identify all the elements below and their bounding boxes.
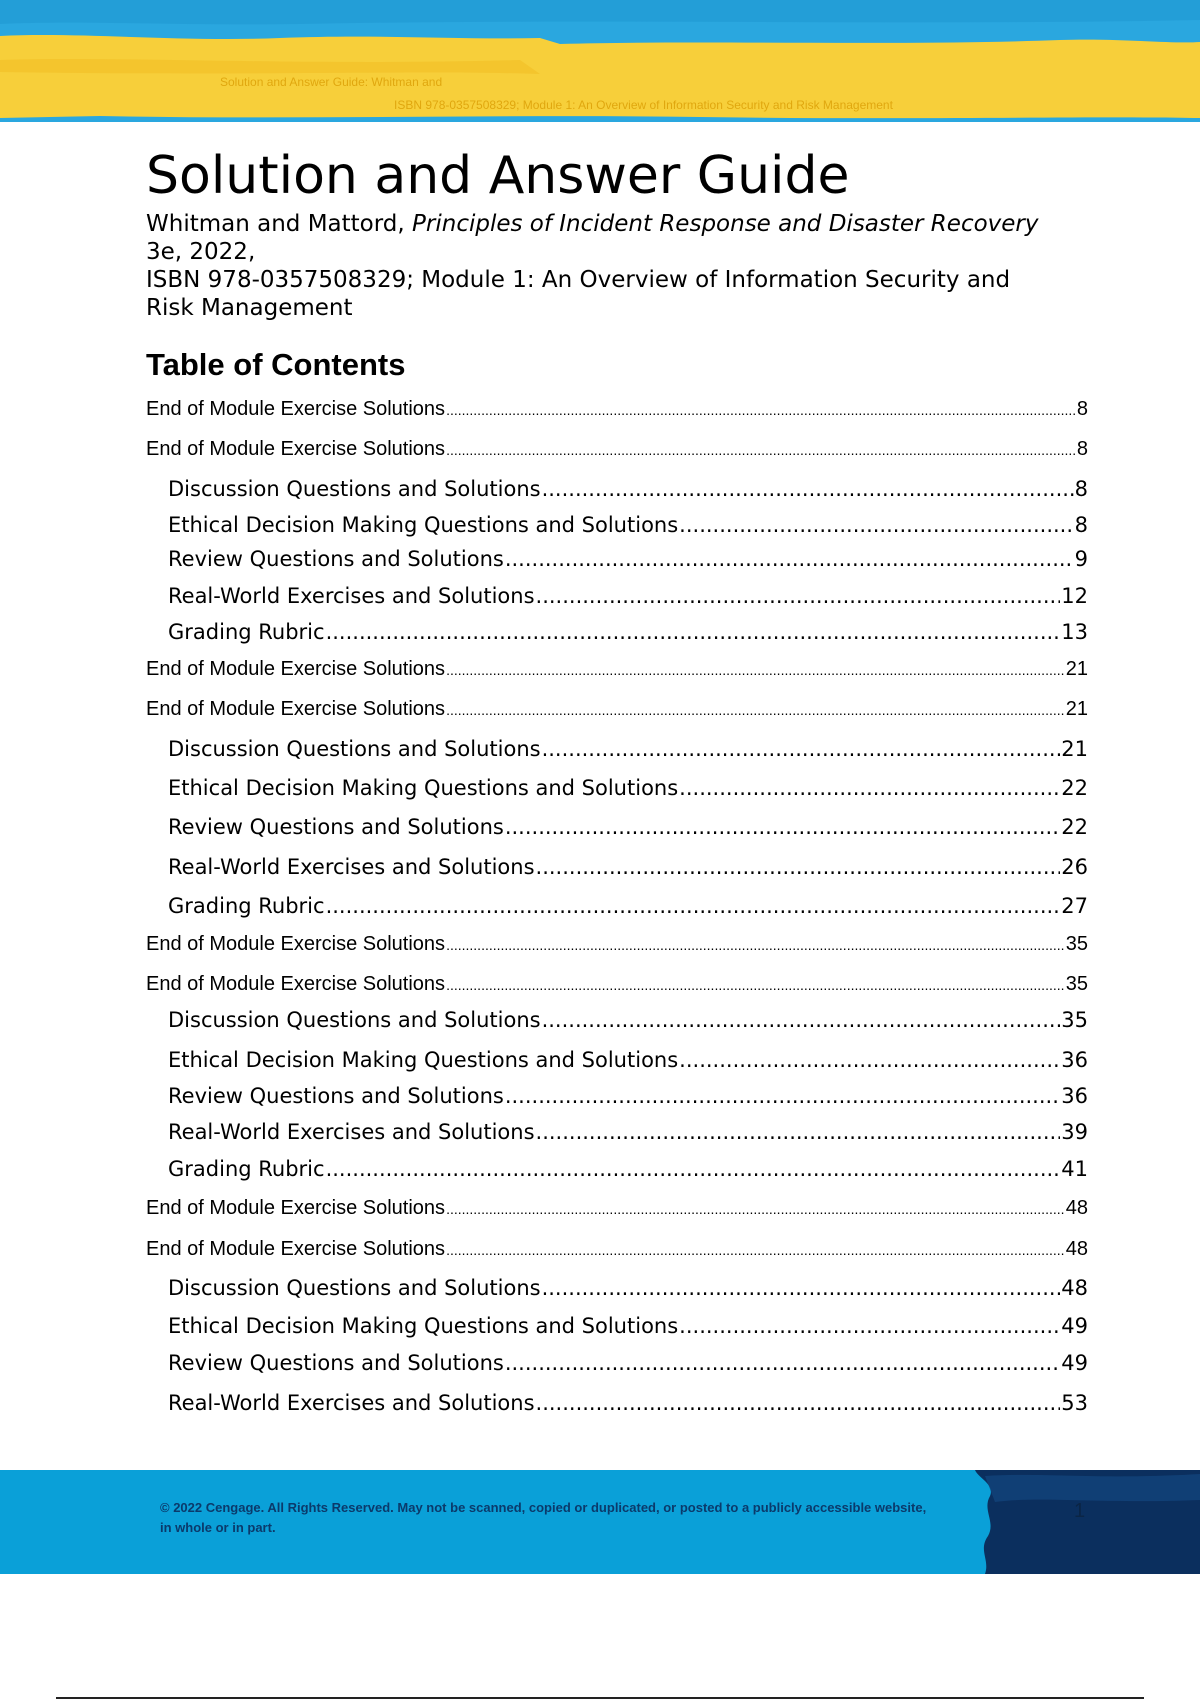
toc-entry-page: 26 xyxy=(1061,855,1088,879)
subtitle-authors-line xyxy=(146,210,1096,238)
toc-leader-dots xyxy=(679,513,1073,537)
toc-entry-label: Discussion Questions and Solutions xyxy=(168,737,541,761)
toc-entry-label: Grading Rubric xyxy=(168,894,325,918)
toc-entry[interactable] xyxy=(168,855,1088,879)
toc-entry-label: Grading Rubric xyxy=(168,620,325,644)
header-running-isbn: ISBN 978-0357508329; Module 1: An Overview of Information Security and Risk Management xyxy=(394,98,893,112)
subtitle-authors: Whitman and Mattord, xyxy=(146,211,413,237)
toc-entry-label: Real-World Exercises and Solutions xyxy=(168,1391,535,1415)
toc-entry-page: 12 xyxy=(1061,584,1088,608)
toc-leader-dots xyxy=(679,1048,1060,1072)
toc-entry-page: 48 xyxy=(1061,1276,1088,1300)
toc-leader-dots xyxy=(536,1391,1061,1415)
toc-leader-dots xyxy=(536,855,1061,879)
toc-entry-label: End of Module Exercise Solutions xyxy=(146,973,446,995)
toc-leader-dots xyxy=(679,1314,1060,1338)
header-banner xyxy=(0,0,1200,122)
toc-leader-dots xyxy=(446,662,1065,678)
toc-entry-label: Review Questions and Solutions xyxy=(168,1084,504,1108)
header-running-title: Solution and Answer Guide: Whitman and xyxy=(220,75,443,89)
toc-entry-label: Review Questions and Solutions xyxy=(168,815,504,839)
toc-entry[interactable] xyxy=(168,547,1088,571)
toc-leader-dots xyxy=(536,1120,1061,1144)
toc-entry[interactable] xyxy=(168,1008,1088,1032)
toc-entry-page: 21 xyxy=(1065,658,1088,680)
toc-entry-label: Grading Rubric xyxy=(168,1157,325,1181)
toc-leader-dots xyxy=(446,937,1065,953)
toc-leader-dots xyxy=(446,702,1065,718)
toc-entry-label: Discussion Questions and Solutions xyxy=(168,477,541,501)
toc-entry[interactable] xyxy=(168,584,1088,608)
toc-leader-dots xyxy=(446,977,1065,993)
toc-entry-page: 13 xyxy=(1061,620,1088,644)
toc-entry[interactable] xyxy=(168,737,1088,761)
toc-leader-dots xyxy=(326,1157,1061,1181)
toc-entry[interactable] xyxy=(146,438,1088,461)
toc-entry-page: 8 xyxy=(1076,438,1088,460)
toc-entry-label: End of Module Exercise Solutions xyxy=(146,698,446,720)
toc-entry-label: Ethical Decision Making Questions and Solutions xyxy=(168,1314,679,1338)
toc-entry-label: Real-World Exercises and Solutions xyxy=(168,1120,535,1144)
toc-entry-label: End of Module Exercise Solutions xyxy=(146,933,446,955)
toc-entry-label: Real-World Exercises and Solutions xyxy=(168,584,535,608)
toc-entry-label: Ethical Decision Making Questions and Solutions xyxy=(168,776,679,800)
toc-entry[interactable] xyxy=(168,1084,1088,1108)
subtitle-isbn-line1: ISBN 978-0357508329; Module 1: An Overview of Information Security and xyxy=(146,267,1011,293)
toc-entry-page: 8 xyxy=(1074,477,1088,501)
toc-entry[interactable] xyxy=(168,1157,1088,1181)
toc-entry[interactable] xyxy=(168,1314,1088,1338)
toc-entry-label: End of Module Exercise Solutions xyxy=(146,1238,446,1260)
toc-leader-dots xyxy=(446,402,1076,418)
toc-entry-page: 27 xyxy=(1061,894,1088,918)
toc-leader-dots xyxy=(505,1084,1060,1108)
subtitle xyxy=(146,210,1096,322)
toc-entry[interactable] xyxy=(146,698,1088,721)
toc-entry[interactable] xyxy=(146,658,1088,681)
toc-entry-label: Review Questions and Solutions xyxy=(168,1351,504,1375)
toc-entry-label: Ethical Decision Making Questions and Solutions xyxy=(168,513,679,537)
toc-leader-dots xyxy=(542,1008,1061,1032)
subtitle-book-title: Principles of Incident Response and Disaster Recovery xyxy=(412,211,1039,237)
toc-entry[interactable] xyxy=(168,776,1088,800)
toc-entry-page: 9 xyxy=(1074,547,1088,571)
toc-leader-dots xyxy=(326,620,1061,644)
toc-entry-page: 21 xyxy=(1065,698,1088,720)
toc-entry[interactable] xyxy=(168,1391,1088,1415)
toc-entry-label: Ethical Decision Making Questions and Solutions xyxy=(168,1048,679,1072)
subtitle-isbn-line2: Risk Management xyxy=(146,295,353,321)
bottom-rule xyxy=(56,1697,1144,1699)
toc-entry-page: 21 xyxy=(1061,737,1088,761)
toc-entry-page: 35 xyxy=(1065,973,1088,995)
toc-entry-page: 22 xyxy=(1061,776,1088,800)
toc-entry[interactable] xyxy=(146,1238,1088,1261)
toc-entry-page: 49 xyxy=(1061,1351,1088,1375)
toc-leader-dots xyxy=(446,442,1076,458)
toc-entry[interactable] xyxy=(168,513,1088,537)
toc-leader-dots xyxy=(446,1201,1065,1217)
toc-entry-label: Discussion Questions and Solutions xyxy=(168,1008,541,1032)
toc-entry-page: 41 xyxy=(1061,1157,1088,1181)
toc-entry-label: Discussion Questions and Solutions xyxy=(168,1276,541,1300)
toc-leader-dots xyxy=(326,894,1061,918)
toc-entry-page: 22 xyxy=(1061,815,1088,839)
copyright-notice: © 2022 Cengage. All Rights Reserved. May not be scanned, copied or duplicated, or posted to a publicly accessible website, in whole or in part. xyxy=(160,1500,927,1535)
toc-entry-page: 8 xyxy=(1076,398,1088,420)
toc-entry[interactable] xyxy=(168,620,1088,644)
toc-entry-page: 36 xyxy=(1061,1084,1088,1108)
toc-leader-dots xyxy=(679,776,1060,800)
toc-leader-dots xyxy=(505,547,1074,571)
toc-entry-label: End of Module Exercise Solutions xyxy=(146,438,446,460)
toc-entry[interactable] xyxy=(146,398,1088,421)
toc-entry[interactable] xyxy=(168,1120,1088,1144)
toc-entry-label: Real-World Exercises and Solutions xyxy=(168,855,535,879)
toc-entry-page: 48 xyxy=(1065,1197,1088,1219)
toc-entry[interactable] xyxy=(168,1048,1088,1072)
page-number: 1 xyxy=(1074,1500,1086,1522)
footer-band xyxy=(0,1470,1200,1574)
toc-entry-label: Review Questions and Solutions xyxy=(168,547,504,571)
toc-leader-dots xyxy=(542,737,1061,761)
toc-entry[interactable] xyxy=(146,933,1088,956)
toc-entry-page: 36 xyxy=(1061,1048,1088,1072)
toc-entry-page: 8 xyxy=(1074,513,1088,537)
toc-leader-dots xyxy=(505,1351,1060,1375)
toc-entry-label: End of Module Exercise Solutions xyxy=(146,398,446,420)
toc-entry-page: 39 xyxy=(1061,1120,1088,1144)
page-title: Solution and Answer Guide xyxy=(146,146,850,206)
toc-entry[interactable] xyxy=(168,1276,1088,1300)
toc-leader-dots xyxy=(505,815,1060,839)
toc-entry[interactable] xyxy=(146,1197,1088,1220)
toc-entry-page: 35 xyxy=(1065,933,1088,955)
toc-entry[interactable] xyxy=(168,477,1088,501)
toc-leader-dots xyxy=(446,1242,1065,1258)
toc-heading: Table of Contents xyxy=(146,347,406,382)
toc-leader-dots xyxy=(542,1276,1061,1300)
toc-entry[interactable] xyxy=(168,894,1088,918)
subtitle-edition: 3e, 2022, xyxy=(146,239,256,265)
toc-entry-page: 48 xyxy=(1065,1238,1088,1260)
toc-leader-dots xyxy=(536,584,1061,608)
toc-entry-page: 53 xyxy=(1061,1391,1088,1415)
toc-entry-page: 35 xyxy=(1061,1008,1088,1032)
toc-entry-label: End of Module Exercise Solutions xyxy=(146,658,446,680)
toc-leader-dots xyxy=(542,477,1074,501)
toc-entry[interactable] xyxy=(168,815,1088,839)
toc-entry-label: End of Module Exercise Solutions xyxy=(146,1197,446,1219)
toc-entry[interactable] xyxy=(146,973,1088,996)
toc-entry-page: 49 xyxy=(1061,1314,1088,1338)
toc-entry[interactable] xyxy=(168,1351,1088,1375)
